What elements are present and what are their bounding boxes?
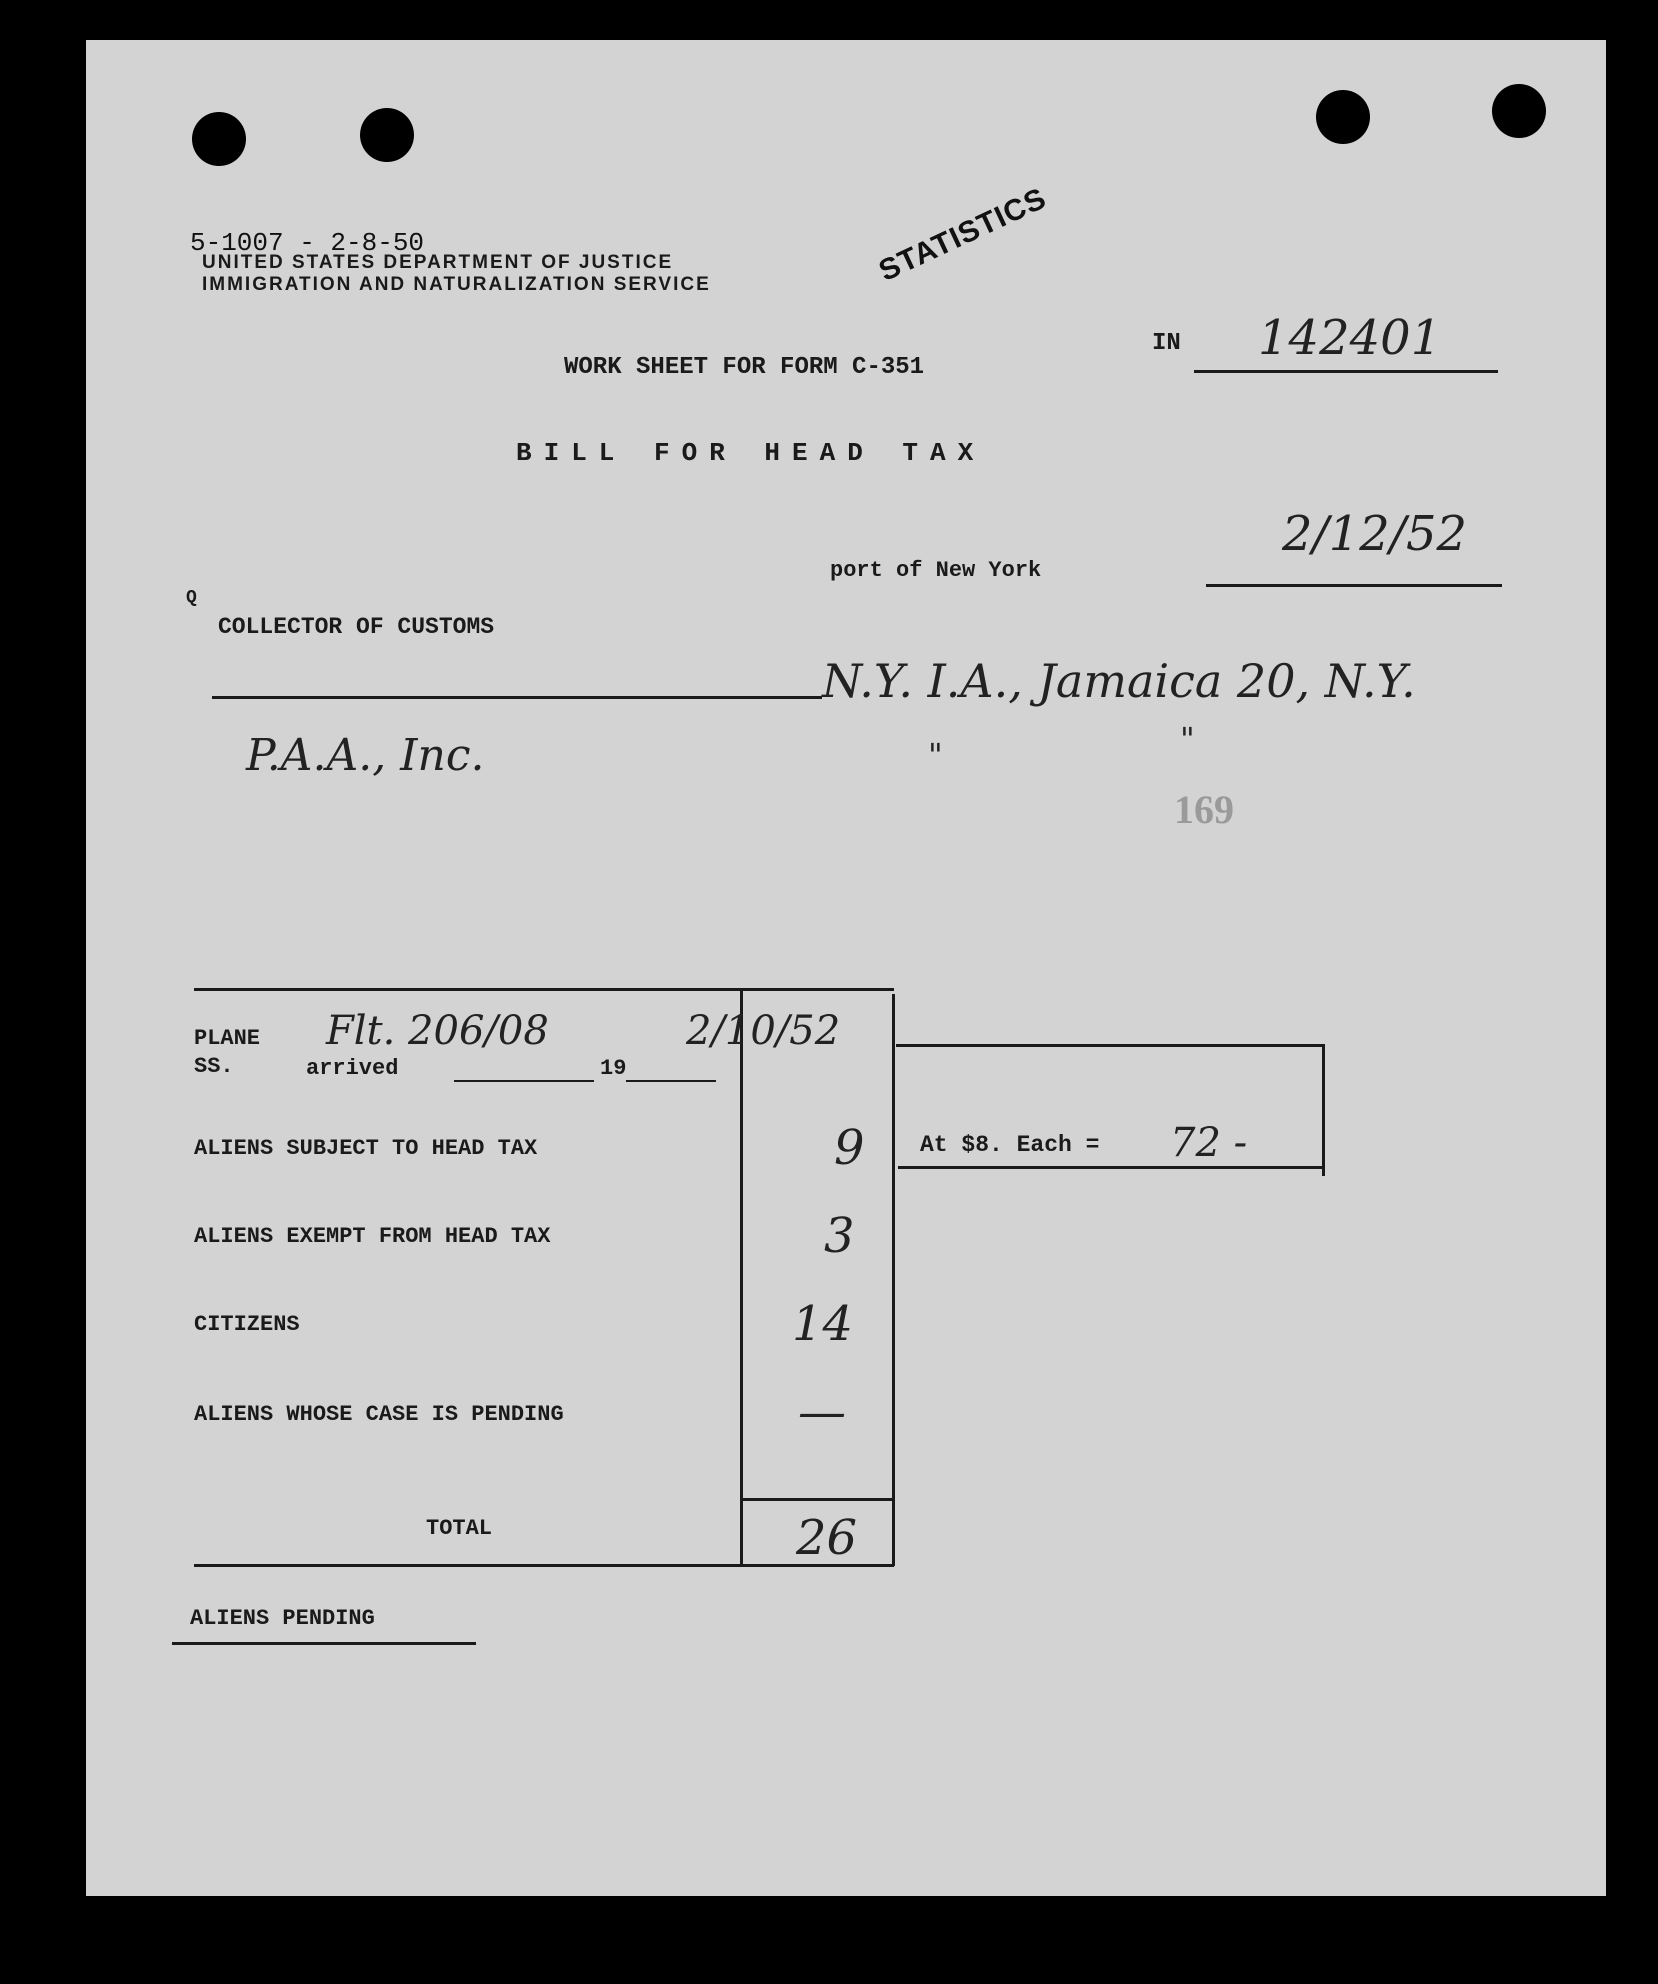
bill-title: BILL FOR HEAD TAX <box>516 438 986 468</box>
in-number-line <box>1194 370 1498 373</box>
statistics-stamp: STATISTICS <box>874 181 1052 288</box>
year-prefix: 19 <box>600 1056 627 1081</box>
row-label-citizens: CITIZENS <box>194 1312 300 1337</box>
table-top-line <box>194 988 894 991</box>
document-sheet <box>86 40 1606 1896</box>
rate-box-right <box>1322 1044 1325 1176</box>
location-handwritten: N.Y. I.A., Jamaica 20, N.Y. <box>822 654 1416 708</box>
ditto-mark-1: " <box>928 736 943 774</box>
bill-date: 2/12/52 <box>1282 506 1468 562</box>
rate-amount: 72 - <box>1170 1120 1248 1166</box>
form-number: 5-1007 - 2-8-50 <box>190 228 425 258</box>
row-label-pending: ALIENS WHOSE CASE IS PENDING <box>194 1402 564 1427</box>
rate-label: At $8. Each = <box>920 1132 1100 1158</box>
ss-label: SS. <box>194 1054 234 1079</box>
punch-hole <box>1492 84 1546 138</box>
aliens-pending-line <box>172 1642 476 1645</box>
row-label-exempt: ALIENS EXEMPT FROM HEAD TAX <box>194 1224 551 1249</box>
rate-box-bottom <box>898 1166 1322 1169</box>
punch-hole <box>192 112 246 166</box>
row-label-subject: ALIENS SUBJECT TO HEAD TAX <box>194 1136 538 1161</box>
row-value-citizens: 14 <box>792 1296 854 1352</box>
row-value-exempt: 3 <box>824 1208 855 1264</box>
arrived-label: arrived <box>306 1056 399 1081</box>
arrival-date-handwritten: 2/10/52 <box>686 1008 841 1054</box>
punch-hole <box>1316 90 1370 144</box>
agency-line-1: UNITED STATES DEPARTMENT OF JUSTICE <box>202 252 674 273</box>
stamp-number: 169 <box>1174 787 1234 832</box>
rate-box-top <box>896 1044 1324 1047</box>
ditto-mark-2: " <box>1180 720 1195 758</box>
worksheet-title: WORK SHEET FOR FORM C-351 <box>564 354 925 381</box>
in-number: 142401 <box>1258 310 1442 366</box>
total-label: TOTAL <box>426 1516 493 1541</box>
company-handwritten: P.A.A., Inc. <box>246 730 485 781</box>
in-label: IN <box>1152 330 1181 357</box>
arrived-line <box>454 1080 594 1082</box>
plane-label: PLANE <box>194 1026 261 1051</box>
table-bottom-line <box>194 1564 894 1567</box>
total-value: 26 <box>796 1510 858 1566</box>
flight-handwritten: Flt. 206/08 <box>326 1008 549 1054</box>
row-value-pending: — <box>798 1384 846 1440</box>
table-right-edge <box>892 994 895 1566</box>
date-line <box>1206 584 1502 587</box>
to-label: Q <box>186 588 197 608</box>
agency-line-2: IMMIGRATION AND NATURALIZATION SERVICE <box>202 274 711 295</box>
total-top-line <box>742 1498 894 1501</box>
punch-hole <box>360 108 414 162</box>
year-line <box>626 1080 716 1082</box>
port-label: port of New York <box>830 558 1042 583</box>
aliens-pending-label: ALIENS PENDING <box>190 1606 375 1631</box>
collector-line <box>212 696 822 699</box>
table-divider <box>740 988 743 1566</box>
row-value-subject: 9 <box>834 1120 865 1176</box>
collector-label: COLLECTOR OF CUSTOMS <box>218 614 495 640</box>
